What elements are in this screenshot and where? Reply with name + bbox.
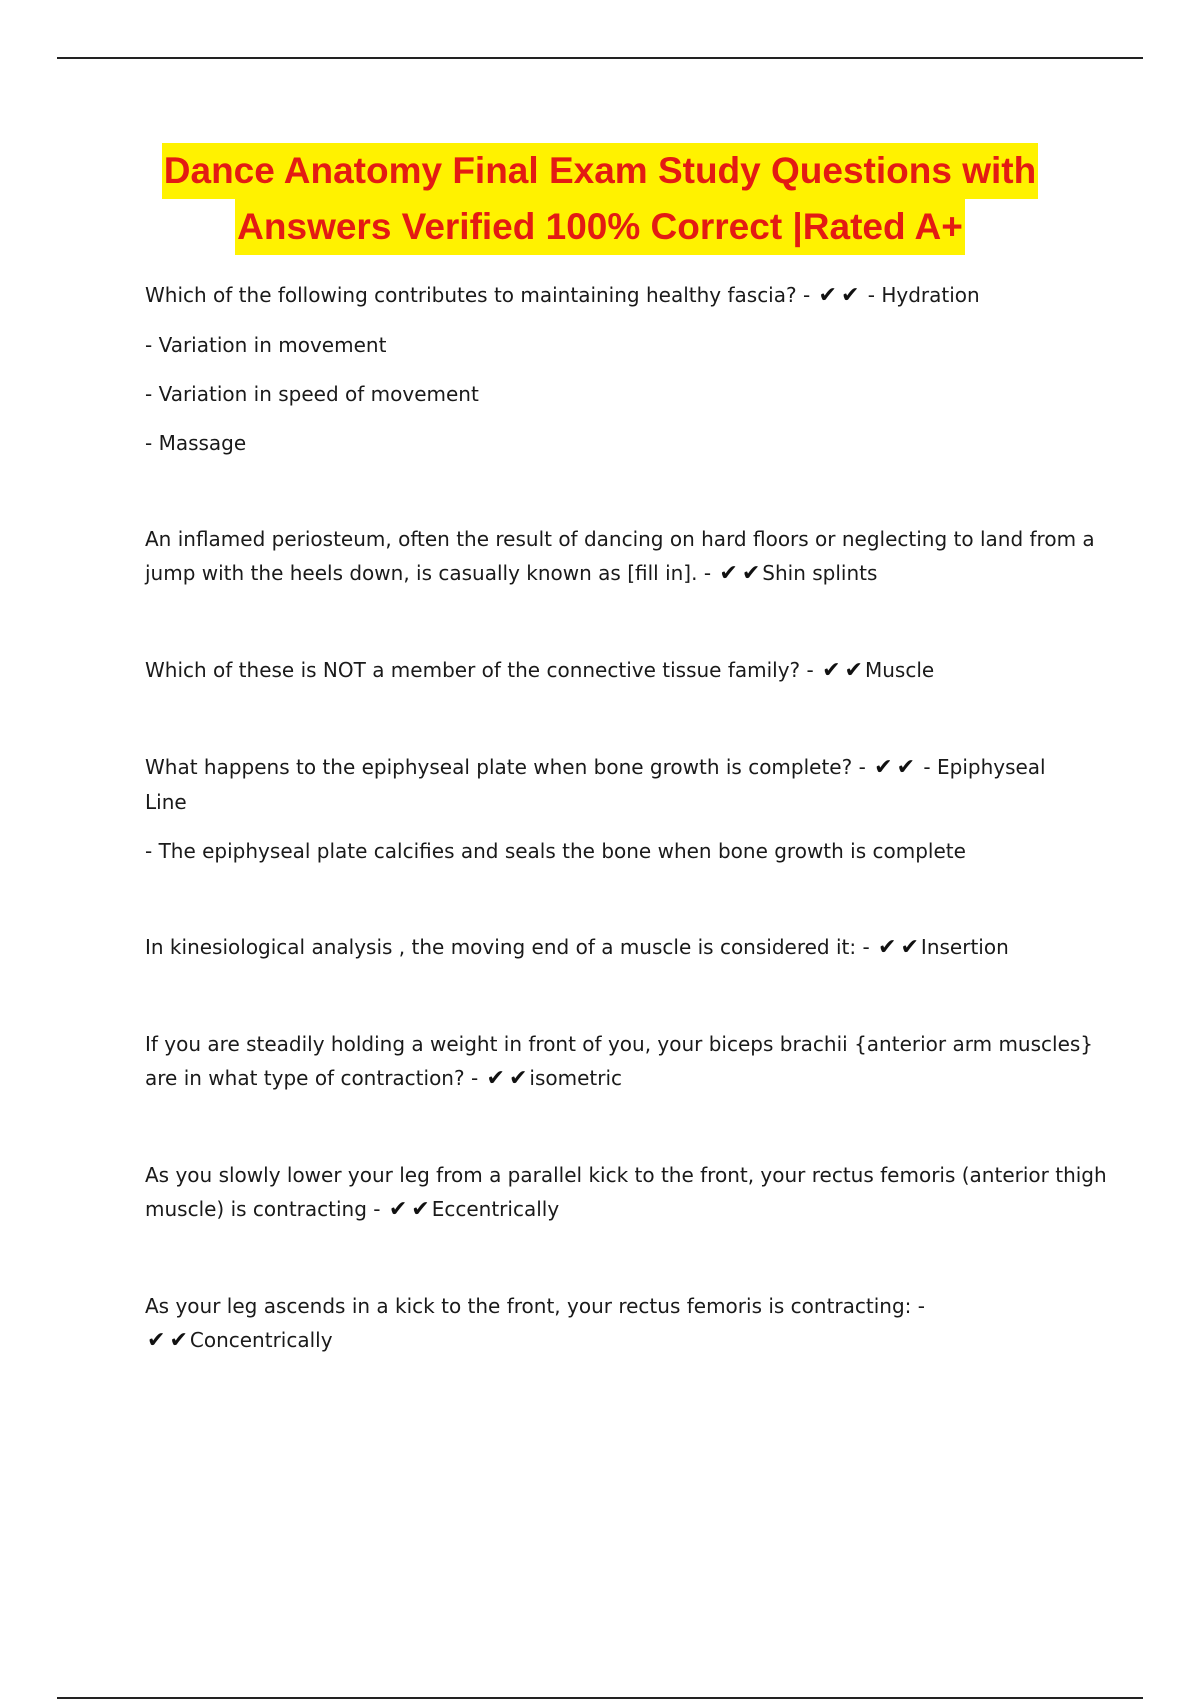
check-icon: ✔	[169, 1328, 188, 1353]
check-icon: ✔	[147, 1328, 166, 1353]
question-text: Which of these is NOT a member of the connective tissue family? -	[145, 658, 814, 682]
question-text: As your leg ascends in a kick to the front, your rectus femoris is contracting: -	[145, 1294, 925, 1318]
answer-text: Insertion	[920, 935, 1009, 959]
qa-item-6	[145, 1061, 1095, 1096]
check-icon: ✔	[411, 1197, 430, 1222]
answer-text: - Epiphyseal	[923, 755, 1046, 779]
check-icon: ✔	[818, 283, 837, 308]
answer-text: - Hydration	[867, 283, 980, 307]
qa-item-2	[145, 556, 1095, 591]
check-icon: ✔	[508, 1066, 528, 1091]
qa-item-8	[145, 1323, 1095, 1358]
qa-item-3	[145, 653, 1095, 688]
answer-text: Line	[145, 790, 187, 814]
document-title	[100, 143, 1100, 255]
qa-item-7	[145, 1192, 1095, 1227]
question-text: are in what type of contraction? -	[145, 1066, 479, 1090]
check-icon: ✔	[896, 755, 916, 780]
check-icon: ✔	[840, 283, 860, 308]
qa-item-1	[145, 278, 1095, 313]
answer-extra: - Variation in movement	[145, 333, 387, 357]
check-icon: ✔	[388, 1197, 408, 1222]
check-icon: ✔	[874, 755, 893, 780]
check-icon: ✔	[741, 561, 761, 586]
question-text: In kinesiological analysis , the moving end of a muscle is considered it: -	[145, 935, 870, 959]
question-text: An inflamed periosteum, often the result of dancing on hard floors or neglecting to land from a	[145, 527, 1095, 551]
top-rule	[57, 57, 1143, 59]
check-icon: ✔	[486, 1066, 505, 1091]
check-icon: ✔	[822, 658, 841, 683]
answer-text: Shin splints	[762, 561, 878, 585]
question-text: Which of the following contributes to maintaining healthy fascia? -	[145, 283, 811, 307]
question-text: If you are steadily holding a weight in front of you, your biceps brachii {anterior arm muscles}	[145, 1032, 1094, 1056]
check-icon: ✔	[844, 658, 863, 683]
check-icon: ✔	[900, 935, 919, 960]
answer-extra: - Massage	[145, 431, 247, 455]
title-line-2: Answers Verified 100% Correct |Rated A+	[235, 199, 965, 255]
check-icon: ✔	[878, 935, 897, 960]
question-text: What happens to the epiphyseal plate when bone growth is complete? -	[145, 755, 866, 779]
answer-text: Muscle	[864, 658, 935, 682]
qa-item-4	[145, 750, 1095, 785]
question-text: jump with the heels down, is casually known as [fill in]. -	[145, 561, 712, 585]
answer-text: Concentrically	[189, 1328, 333, 1352]
answer-text: isometric	[529, 1066, 623, 1090]
answer-extra: - Variation in speed of movement	[145, 382, 479, 406]
check-icon: ✔	[719, 561, 738, 586]
bottom-rule	[57, 1697, 1143, 1699]
answer-extra: - The epiphyseal plate calcifies and seals the bone when bone growth is complete	[145, 839, 966, 863]
question-text: As you slowly lower your leg from a parallel kick to the front, your rectus femoris (anterior thigh	[145, 1163, 1107, 1187]
question-text: muscle) is contracting -	[145, 1197, 381, 1221]
title-line-1: Dance Anatomy Final Exam Study Questions with	[162, 143, 1038, 199]
qa-content	[145, 278, 1107, 1358]
qa-item-5	[145, 930, 1095, 965]
answer-text: Eccentrically	[431, 1197, 560, 1221]
